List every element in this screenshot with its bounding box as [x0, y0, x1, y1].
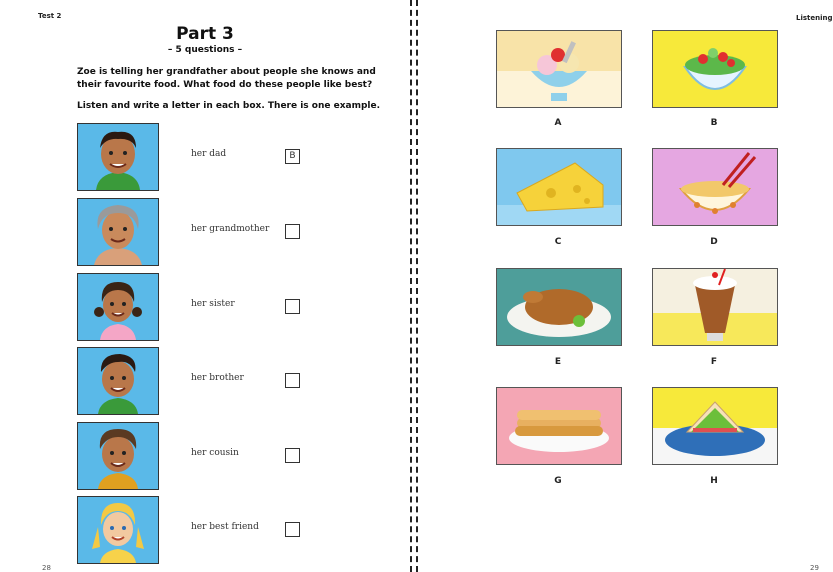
pancakes-icon [497, 388, 621, 464]
option-letter-b: B [710, 118, 718, 128]
spine-line [410, 0, 412, 572]
listening-header: Listening [796, 14, 833, 22]
sister-face-icon [78, 274, 158, 340]
option-letter-h: H [710, 476, 718, 486]
answer-box-best-friend[interactable] [285, 522, 300, 537]
question-row-sister [77, 273, 307, 341]
page-number-right: 29 [810, 564, 819, 572]
brother-face-icon [78, 348, 158, 414]
answer-box-cousin[interactable] [285, 448, 300, 463]
question-row-best-friend [77, 496, 307, 564]
left-page [0, 0, 410, 572]
row-label: her best friend [191, 522, 259, 532]
option-c-picture[interactable] [496, 148, 622, 226]
option-f-picture[interactable] [652, 268, 778, 346]
instruction-listen: Listen and write a letter in each box. There is one example. [77, 101, 381, 111]
cheese-icon [497, 149, 621, 225]
question-row-brother [77, 347, 307, 415]
option-a-picture[interactable] [496, 30, 622, 108]
option-e-picture[interactable] [496, 268, 622, 346]
answer-box-dad[interactable]: B [285, 149, 300, 164]
option-letter-d: D [710, 237, 718, 247]
sandwich-icon [653, 388, 777, 464]
book-spine [410, 0, 418, 572]
instruction-question: Zoe is telling her grandfather about people she knows and their favourite food. What food do these people like best? [77, 67, 376, 90]
noodle-bowl-icon [653, 149, 777, 225]
part-title: Part 3 [176, 24, 234, 44]
option-letter-g: G [554, 476, 562, 486]
option-d-picture[interactable] [652, 148, 778, 226]
option-letter-a: A [554, 118, 562, 128]
answer-box-brother[interactable] [285, 373, 300, 388]
option-h-picture[interactable] [652, 387, 778, 465]
option-letter-c: C [554, 237, 562, 247]
question-row-cousin [77, 422, 307, 490]
question-row-grandmother [77, 198, 307, 266]
cousin-portrait [77, 422, 159, 490]
option-b-picture[interactable] [652, 30, 778, 108]
question-row-dad [77, 123, 307, 191]
grandmother-face-icon [78, 199, 158, 265]
best-friend-portrait [77, 496, 159, 564]
salad-bowl-icon [653, 31, 777, 107]
part-subtitle: – 5 questions – [167, 45, 243, 55]
row-label: her cousin [191, 448, 239, 458]
test-header: Test 2 [38, 12, 62, 20]
dad-face-icon [78, 124, 158, 190]
right-page [418, 0, 833, 572]
row-label: her grandmother [191, 224, 270, 234]
best-friend-face-icon [78, 497, 158, 563]
answer-box-sister[interactable] [285, 299, 300, 314]
answer-box-grandmother[interactable] [285, 224, 300, 239]
option-letter-e: E [554, 357, 562, 367]
grandmother-portrait [77, 198, 159, 266]
milkshake-icon [653, 269, 777, 345]
roast-chicken-icon [497, 269, 621, 345]
page-number-left: 28 [42, 564, 51, 572]
option-letter-f: F [710, 357, 718, 367]
sister-portrait [77, 273, 159, 341]
row-label: her sister [191, 299, 235, 309]
row-label: her brother [191, 373, 244, 383]
cousin-face-icon [78, 423, 158, 489]
dad-portrait [77, 123, 159, 191]
option-g-picture[interactable] [496, 387, 622, 465]
row-label: her dad [191, 149, 227, 159]
ice-cream-sundae-icon [497, 31, 621, 107]
brother-portrait [77, 347, 159, 415]
